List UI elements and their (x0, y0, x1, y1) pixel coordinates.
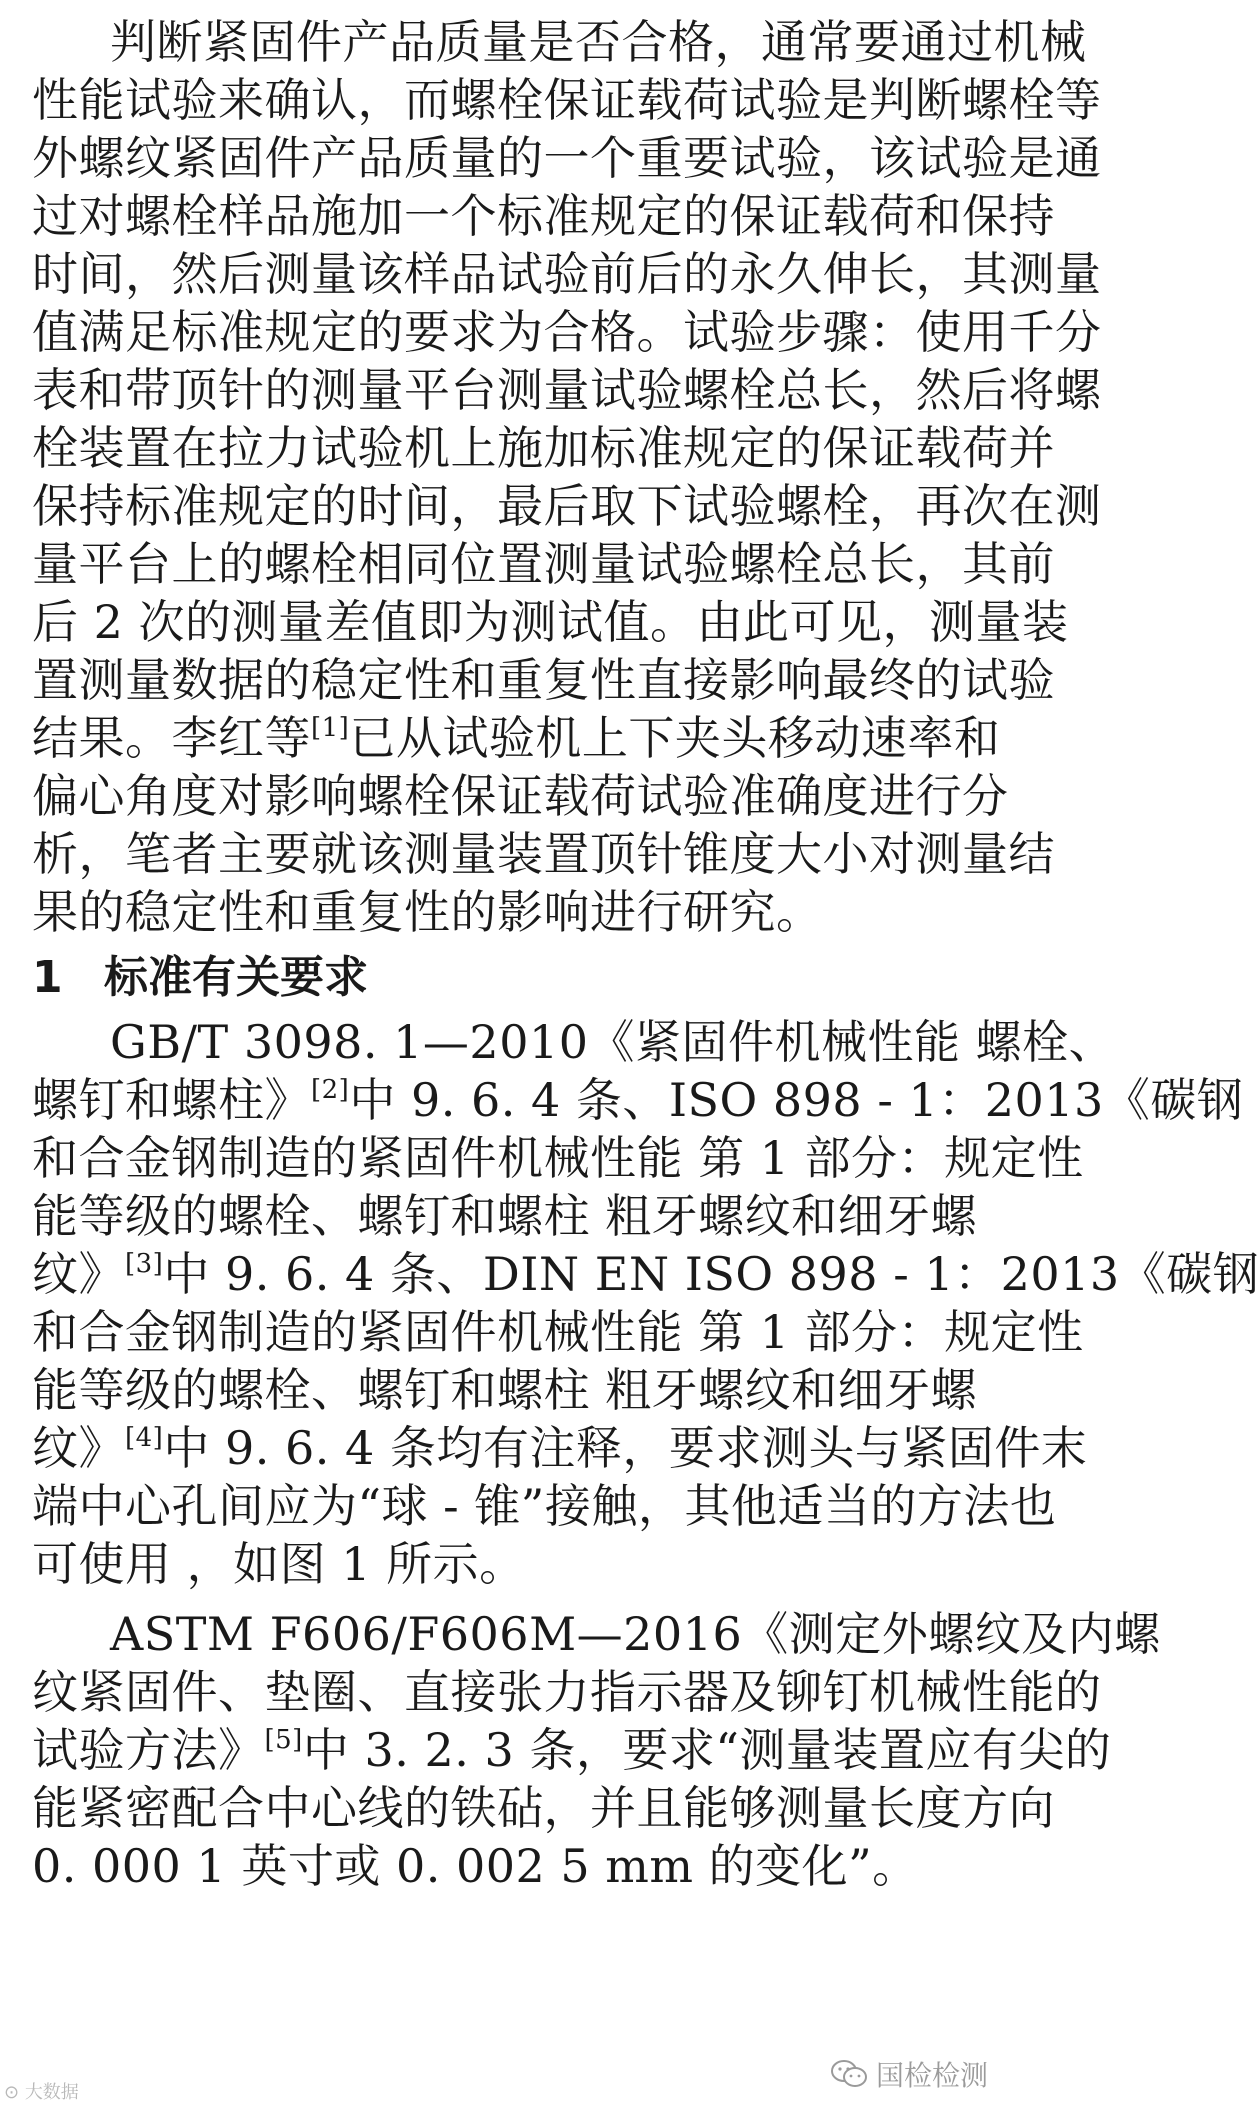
line-text: 中 9. 6. 4 条均有注释，要求测头与紧固件末 (163, 1421, 1088, 1475)
paragraph-1-line-12: 置测量数据的稳定性和重复性直接影响最终的试验 (32, 653, 1055, 707)
watermark-right (830, 2054, 988, 2094)
paragraph-1-line-6: 值满足标准规定的要求为合格。试验步骤：使用千分 (32, 305, 1102, 359)
line-text: 中 9. 6. 4 条、DIN EN ISO 898 - 1：2013《碳钢 (163, 1247, 1259, 1301)
line-text: 试验方法》 (32, 1723, 265, 1777)
line-text: 结果。李红等 (32, 711, 311, 765)
paragraph-3-line-4: 能紧密配合中心线的铁砧，并且能够测量长度方向 (32, 1781, 1055, 1835)
watermark-left (4, 2078, 79, 2104)
wechat-icon (830, 2059, 868, 2089)
paragraph-3-line-5: 0. 000 1 英寸或 0. 002 5 mm 的变化”。 (32, 1839, 919, 1893)
paragraph-1-line-4: 过对螺栓样品施加一个标准规定的保证载荷和保持 (32, 189, 1055, 243)
paragraph-1-line-16: 果的稳定性和重复性的影响进行研究。 (32, 885, 823, 939)
watermark-left-text: 大数据 (24, 2082, 79, 2103)
line-text: 中 9. 6. 4 条、ISO 898 - 1：2013《碳钢 (349, 1073, 1244, 1127)
paragraph-2-line-5 (32, 1246, 1259, 1302)
line-text: 中 3. 2. 3 条，要求“测量装置应有尖的 (302, 1723, 1112, 1777)
line-text: 已从试验机上下夹头移动速率和 (349, 711, 1001, 765)
citation-ref-2: [2] (311, 1075, 350, 1105)
watermark-right-text: 国检检测 (876, 2059, 989, 2092)
paragraph-1-line-14: 偏心角度对影响螺栓保证载荷试验准确度进行分 (32, 769, 1009, 823)
paragraph-2-line-7: 能等级的螺栓、螺钉和螺柱 粗牙螺纹和细牙螺 (32, 1363, 978, 1417)
paragraph-1-line-10: 量平台上的螺栓相同位置测量试验螺栓总长，其前 (32, 537, 1055, 591)
section-title: 标准有关要求 (104, 952, 368, 1003)
citation-ref-3: [3] (125, 1249, 164, 1279)
paragraph-3-line-2: 纹紧固件、垫圈、直接张力指示器及铆钉机械性能的 (32, 1665, 1102, 1719)
paragraph-2-line-2 (32, 1072, 1244, 1128)
paragraph-3-line-3 (32, 1722, 1112, 1778)
watermark-logo-icon: ⊙ (4, 2082, 25, 2103)
paragraph-1-line-3: 外螺纹紧固件产品质量的一个重要试验，该试验是通 (32, 131, 1102, 185)
line-text: 纹》 (32, 1421, 125, 1475)
citation-ref-1: [1] (311, 713, 350, 743)
citation-ref-4: [4] (125, 1423, 164, 1453)
paragraph-2-line-9: 端中心孔间应为“球 - 锥”接触，其他适当的方法也 (32, 1479, 1057, 1533)
paragraph-2-line-8 (32, 1420, 1088, 1476)
paragraph-2-line-10: 可使用 ，如图 1 所示。 (32, 1537, 526, 1591)
paragraph-3-line-1: ASTM F606/F606M—2016《测定外螺纹及内螺 (110, 1607, 1161, 1661)
citation-ref-5: [5] (264, 1725, 303, 1755)
section-heading (32, 950, 368, 1006)
paragraph-2-line-3: 和合金钢制造的紧固件机械性能 第 1 部分：规定性 (32, 1131, 1084, 1185)
paragraph-2-line-4: 能等级的螺栓、螺钉和螺柱 粗牙螺纹和细牙螺 (32, 1189, 978, 1243)
paragraph-1-line-2: 性能试验来确认，而螺栓保证载荷试验是判断螺栓等 (32, 73, 1102, 127)
paragraph-1-line-13 (32, 710, 1001, 766)
paragraph-1-line-9: 保持标准规定的时间，最后取下试验螺栓，再次在测 (32, 479, 1102, 533)
paragraph-1-line-1: 判断紧固件产品质量是否合格，通常要通过机械 (110, 15, 1087, 69)
line-text: 纹》 (32, 1247, 125, 1301)
paragraph-2-line-1: GB/T 3098. 1—2010《紧固件机械性能 螺栓、 (110, 1015, 1116, 1069)
paragraph-1-line-15: 析，笔者主要就该测量装置顶针锥度大小对测量结 (32, 827, 1055, 881)
paragraph-1-line-7: 表和带顶针的测量平台测量试验螺栓总长，然后将螺 (32, 363, 1102, 417)
paragraph-1-line-11: 后 2 次的测量差值即为测试值。由此可见，测量装 (32, 595, 1069, 649)
paragraph-1-line-8: 栓装置在拉力试验机上施加标准规定的保证载荷并 (32, 421, 1055, 475)
line-text: 螺钉和螺柱》 (32, 1073, 311, 1127)
paragraph-1-line-5: 时间，然后测量该样品试验前后的永久伸长，其测量 (32, 247, 1102, 301)
paragraph-2-line-6: 和合金钢制造的紧固件机械性能 第 1 部分：规定性 (32, 1305, 1084, 1359)
section-number: 1 (32, 952, 63, 1003)
